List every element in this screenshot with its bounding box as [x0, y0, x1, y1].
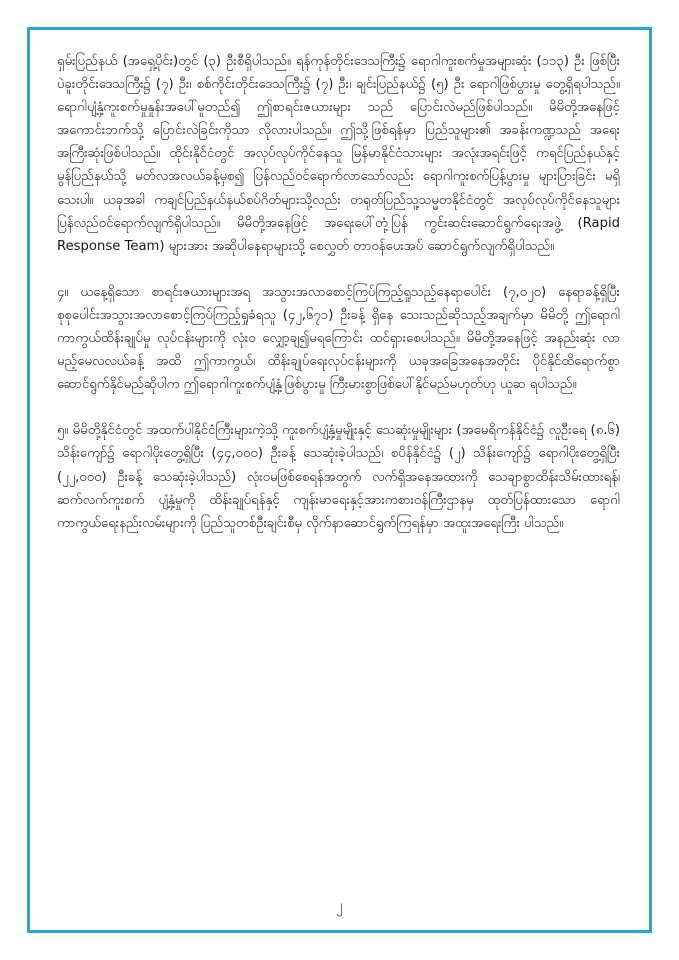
- paragraph-spacer: [57, 258, 620, 281]
- paragraph-spacer: [57, 396, 620, 419]
- paragraph-5: ၅။ မိမိတို့နိုင်ငံတွင် အထက်ပါနိုင်ငံကြီးများကဲ့သို့ ကူးစက်ပျံ့နှံ့မှုမျိုးနှင့် သေဆုံးမှုမျိုးများ (အမေရိကန်နိုင်ငံ၌ လူဦးရေ (၈.၆) သိန်းကျော်၌ ရောဂါပိုးတွေ့ရှိပြီး (၄၄,၀၀၀) ဦးခန့် သေဆုံးခဲ့ပါသည်၊ စပိန်နိုင်ငံ၌ (၂) သိန်းကျော်၌ ရောဂါပိုးတွေ့ရှိပြီး (၂၂,၀၀၀) ဦးခန့် သေဆုံးခဲ့ပါသည်) လုံးဝမဖြစ်စေရန်အတွက် လက်ရှိအနေအထားကို သေချာစွာထိန်းသိမ်းထားရန်၊ ဆက်လက်ကူးစက် ပျံ့နှံ့မှုကို ထိန်းချုပ်ရန်နှင့် ကျန်းမာရေးနှင့်အားကစားဝန်ကြီးဌာနမှ ထုတ်ပြန်ထားသော ရောဂါ ကာကွယ်ရေးနည်းလမ်းများကို ပြည်သူတစ်ဦးချင်းစီမှ လိုက်နာဆောင်ရွက်ကြရန်မှာ အထူးအရေးကြီး ပါသည်။: [57, 423, 620, 531]
- document-body: [57, 50, 620, 535]
- paragraph-continuation: ရှမ်းပြည်နယ် (အရှေ့ပိုင်း)တွင် (၃) ဦးစီရှိပါသည်။ ရန်ကုန်တိုင်းဒေသကြီး၌ ရောဂါကူးစက်မှုအများဆုံး (၁၁၃) ဦး ဖြစ်ပြီး ပဲခူးတိုင်းဒေသကြီး၌ (၇) ဦး၊ စစ်ကိုင်းတိုင်းဒေသကြီး၌ (၇) ဦး၊ ချင်းပြည်နယ်၌ (၅) ဦး ရောဂါဖြစ်ပွားမှု တွေ့ရှိရပါသည်။ ရောဂါပျံ့နှံ့ကူးစက်မှုနှုန်းအပေါ်မူတည်၍ ဤစာရင်းဇယားများ သည် ပြောင်းလဲမည်ဖြစ်ပါသည်။ မိမိတို့အနေဖြင့် အကောင်းဘက်သို့ ပြောင်းလဲခြင်းကိုသာ လိုလားပါသည်။ ဤသို့ဖြစ်ရန်မှာ ပြည်သူများ၏ အခန်းကဏ္ဍသည် အရေးအကြီးဆုံးဖြစ်ပါသည်။ ထိုင်းနိုင်ငံတွင် အလုပ်လုပ်ကိုင်နေသူ မြန်မာနိုင်ငံသားများ အလုံးအရင်းဖြင့် ကရင်ပြည်နယ်နှင့် မွန်ပြည်နယ်သို့ မတ်လအလယ်ခန့်မှစ၍ ပြန်လည်ဝင်ရောက်လာသော်လည်း ရောဂါကူးစက်ပြန့်ပွားမှု များပြားခြင်း မရှိသေးပါ။ ယခုအခါ ကချင်ပြည်နယ်နယ်စပ်ဂိတ်များသို့လည်း တရုတ်ပြည်သူ့သမ္မတနိုင်ငံတွင် အလုပ်လုပ်ကိုင်နေသူများ ပြန်လည်ဝင်ရောက်လျက်ရှိပါသည်။ မိမိတို့အနေဖြင့် အရေးပေါ်တုံ့ပြန် ကွင်းဆင်းဆောင်ရွက်ရေးအဖွဲ့ (Rapid Response Team) များအား အဆိုပါနေရာများသို့ စေလွှတ် တာဝန်ပေးအပ် ဆောင်ရွက်လျက်ရှိပါသည်။: [57, 54, 620, 254]
- page-number: ၂: [336, 898, 343, 914]
- paragraph-4: ၄။ ယနေ့ရှိသော စာရင်းဇယားများအရ အသွားအလာစောင့်ကြပ်ကြည့်ရှုသည့်နေရာပေါင်း (၇,၀၂၀) နေရာခန့်ရှိပြီး စုစုပေါင်းအသွားအလာစောင့်ကြပ်ကြည့်ရှုခံရသူ (၄၂,၆၇၁) ဦးခန့် ရှိနေ သေးသည်ဆိုသည့်အချက်မှာ မိမိတို့ ဤရောဂါကာကွယ်ထိန်းချုပ်မှု လုပ်ငန်းများကို လုံးဝ လျှော့ချ၍မရကြောင်း ထင်ရှားစေပါသည်။ မိမိတို့အနေဖြင့် အနည်းဆုံး လာမည့်မေလလယ်ခန့် အထိ ဤကာကွယ်၊ ထိန်းချုပ်ရေးလုပ်ငန်းများကို ယခုအခြေအနေအတိုင်း ပိုင်နိုင်ထိရောက်စွာ ဆောင်ရွက်နိုင်မည်ဆိုပါက ဤရောဂါကူးစက်ပျံ့နှံ့ဖြစ်ပွားမှု ကြီးမားစွာဖြစ်ပေါ်နိုင်မည်မဟုတ်ဟု ယူဆ ရပါသည်။: [57, 284, 620, 393]
